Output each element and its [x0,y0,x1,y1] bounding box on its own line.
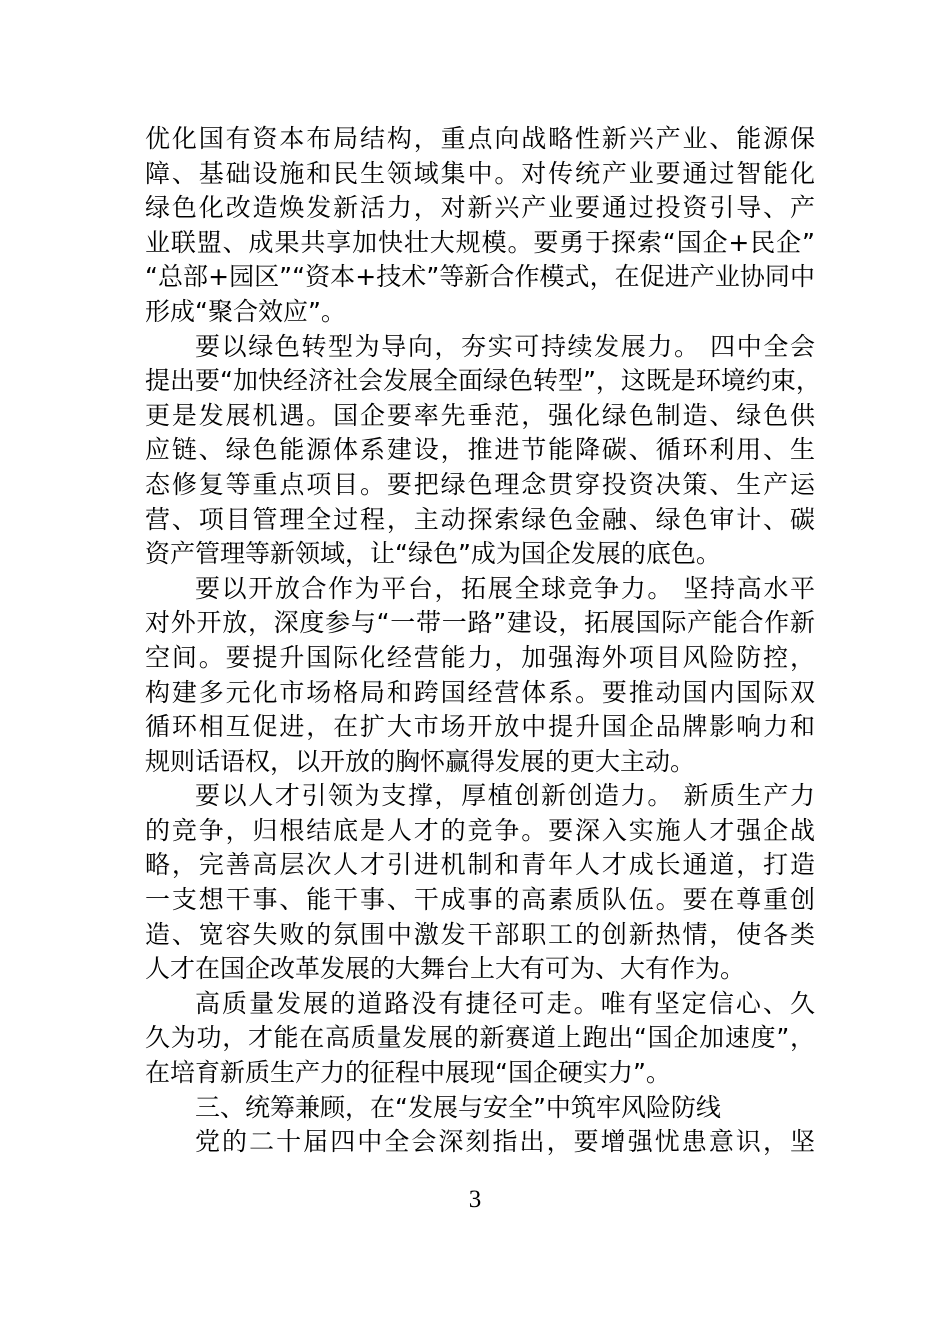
text-line: “总部+园区”“资本+技术”等新合作模式，在促进产业协同中 [145,262,815,292]
text-line: 循环相互促进，在扩大市场开放中提升国企品牌影响力和 [145,712,815,742]
text-line: 党的二十届四中全会深刻指出，要增强忧患意识，坚 [195,1127,815,1157]
text-line: 资产管理等新领域，让“绿色”成为国企发展的底色。 [145,539,721,569]
text-line: 一支想干事、能干事、干成事的高素质队伍。要在尊重创 [145,885,815,915]
text-line: 人才在国企改革发展的大舞台上大有可为、大有作为。 [145,954,746,984]
text-line: 造、宽容失败的氛围中激发干部职工的创新热情，使各类 [145,919,815,949]
text-line: 障、基础设施和民生领域集中。对传统产业要通过智能化 [145,158,815,188]
section-heading [145,1091,815,1126]
text-line: 对外开放，深度参与“一带一路”建设，拓展国际产能合作新 [145,608,815,638]
text-line: 要以开放合作为平台，拓展全球竞争力。 坚持高水平 [195,573,815,603]
paragraph [145,987,815,1091]
text-line: 提出要“加快经济社会发展全面绿色转型”，这既是环境约束， [145,366,821,396]
text-line: 的竞争，归根结底是人才的竞争。要深入实施人才强企战 [145,815,815,845]
text-line: 形成“聚合效应”。 [145,296,346,326]
paragraph [145,122,815,330]
text-line: 应链、绿色能源体系建设，推进节能降碳、循环利用、生 [145,435,815,465]
text-line: 规则话语权，以开放的胸怀赢得发展的更大主动。 [145,746,696,776]
text-line: 更是发展机遇。国企要率先垂范，强化绿色制造、绿色供 [145,400,815,430]
text-line: 略，完善高层次人才引进机制和青年人才成长通道，打造 [145,850,815,880]
text-line: 空间。要提升国际化经营能力，加强海外项目风险防控， [145,642,815,672]
text-line: 要以绿色转型为导向，夯实可持续发展力。 四中全会 [195,331,815,361]
text-line: 业联盟、成果共享加快壮大规模。要勇于探索“国企+民企” [145,227,815,257]
text-line: 在培育新质生产力的征程中展现“国企硬实力”。 [145,1058,671,1088]
text-line: 构建多元化市场格局和跨国经营体系。要推动国内国际双 [145,677,815,707]
text-line: 优化国有资本布局结构，重点向战略性新兴产业、能源保 [145,124,815,153]
text-line: 态修复等重点项目。要把绿色理念贯穿投资决策、生产运 [145,469,815,499]
text-line: 久为功，才能在高质量发展的新赛道上跑出“国企加速度”， [145,1023,815,1053]
page-number: 3 [468,1186,482,1213]
text-line: 绿色化改造焕发新活力，对新兴产业要通过投资引导、产 [145,193,815,223]
paragraph [145,330,821,572]
paragraph [145,779,815,987]
text-line: 高质量发展的道路没有捷径可走。唯有坚定信心、久 [195,988,815,1018]
text-line: 三、统筹兼顾，在“发展与安全”中筑牢风险防线 [195,1092,721,1122]
text-line: 营、项目管理全过程，主动探索绿色金融、绿色审计、碳 [145,504,815,534]
text-line: 要以人才引领为支撑，厚植创新创造力。 新质生产力 [195,781,815,811]
document-body [145,122,821,1160]
paragraph [145,572,815,780]
paragraph [145,1125,815,1160]
